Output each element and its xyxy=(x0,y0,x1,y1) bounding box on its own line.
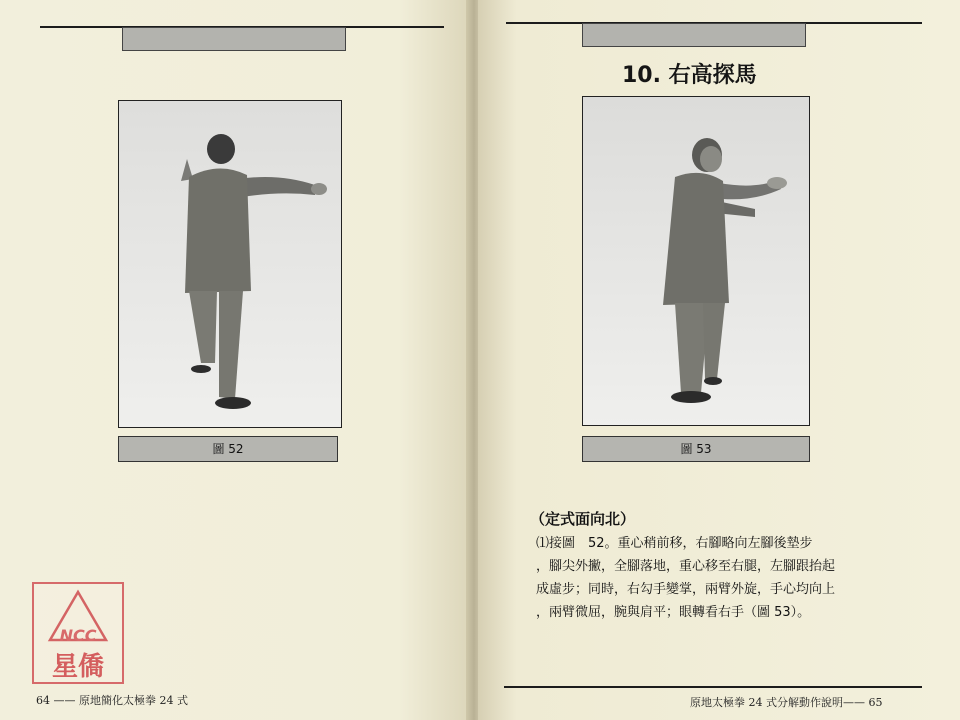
watermark-stamp xyxy=(32,582,124,684)
page-number: 65 xyxy=(868,696,883,709)
paragraph-line: ，腳尖外撇，全腳落地，重心移至右腿，左腳跟抬起 xyxy=(536,559,836,574)
figure-52-caption: 圖 52 xyxy=(118,436,338,462)
bottom-rule xyxy=(504,686,922,688)
figure-53-illustration xyxy=(583,97,810,426)
page-number: 64 xyxy=(36,694,50,707)
header-tab xyxy=(122,27,346,51)
paragraph-line: ⑴接圖 52。重心稍前移，右腳略向左腳後墊步 xyxy=(536,536,813,551)
footer-running-title: —— 原地簡化太極拳 24 式 xyxy=(53,694,188,707)
watermark-ncc: NCC xyxy=(59,626,97,645)
figure-52-photo xyxy=(118,100,342,428)
right-page xyxy=(478,0,960,720)
left-page xyxy=(0,0,470,720)
footer-right xyxy=(690,694,883,710)
paragraph-line: ，兩臂微屈，腕與肩平；眼轉看右手（圖 53）。 xyxy=(536,605,811,620)
section-heading: （定式面向北） xyxy=(530,510,636,528)
bleed-through-text xyxy=(325,485,364,504)
section-title: 10. 右高探馬 xyxy=(622,63,757,88)
footer-left xyxy=(36,692,188,708)
body-paragraph xyxy=(536,532,835,624)
figure-53-photo xyxy=(582,96,810,426)
watermark-name: 星僑 xyxy=(51,652,104,682)
header-tab xyxy=(582,23,806,47)
paragraph-line: 成虛步；同時，右勾手變掌，兩臂外旋，手心均向上 xyxy=(536,582,836,597)
figure-53-caption: 圖 53 xyxy=(582,436,810,462)
figure-52-illustration xyxy=(119,101,342,428)
footer-running-title: 原地太極拳 24 式分解動作說明—— xyxy=(690,696,865,709)
